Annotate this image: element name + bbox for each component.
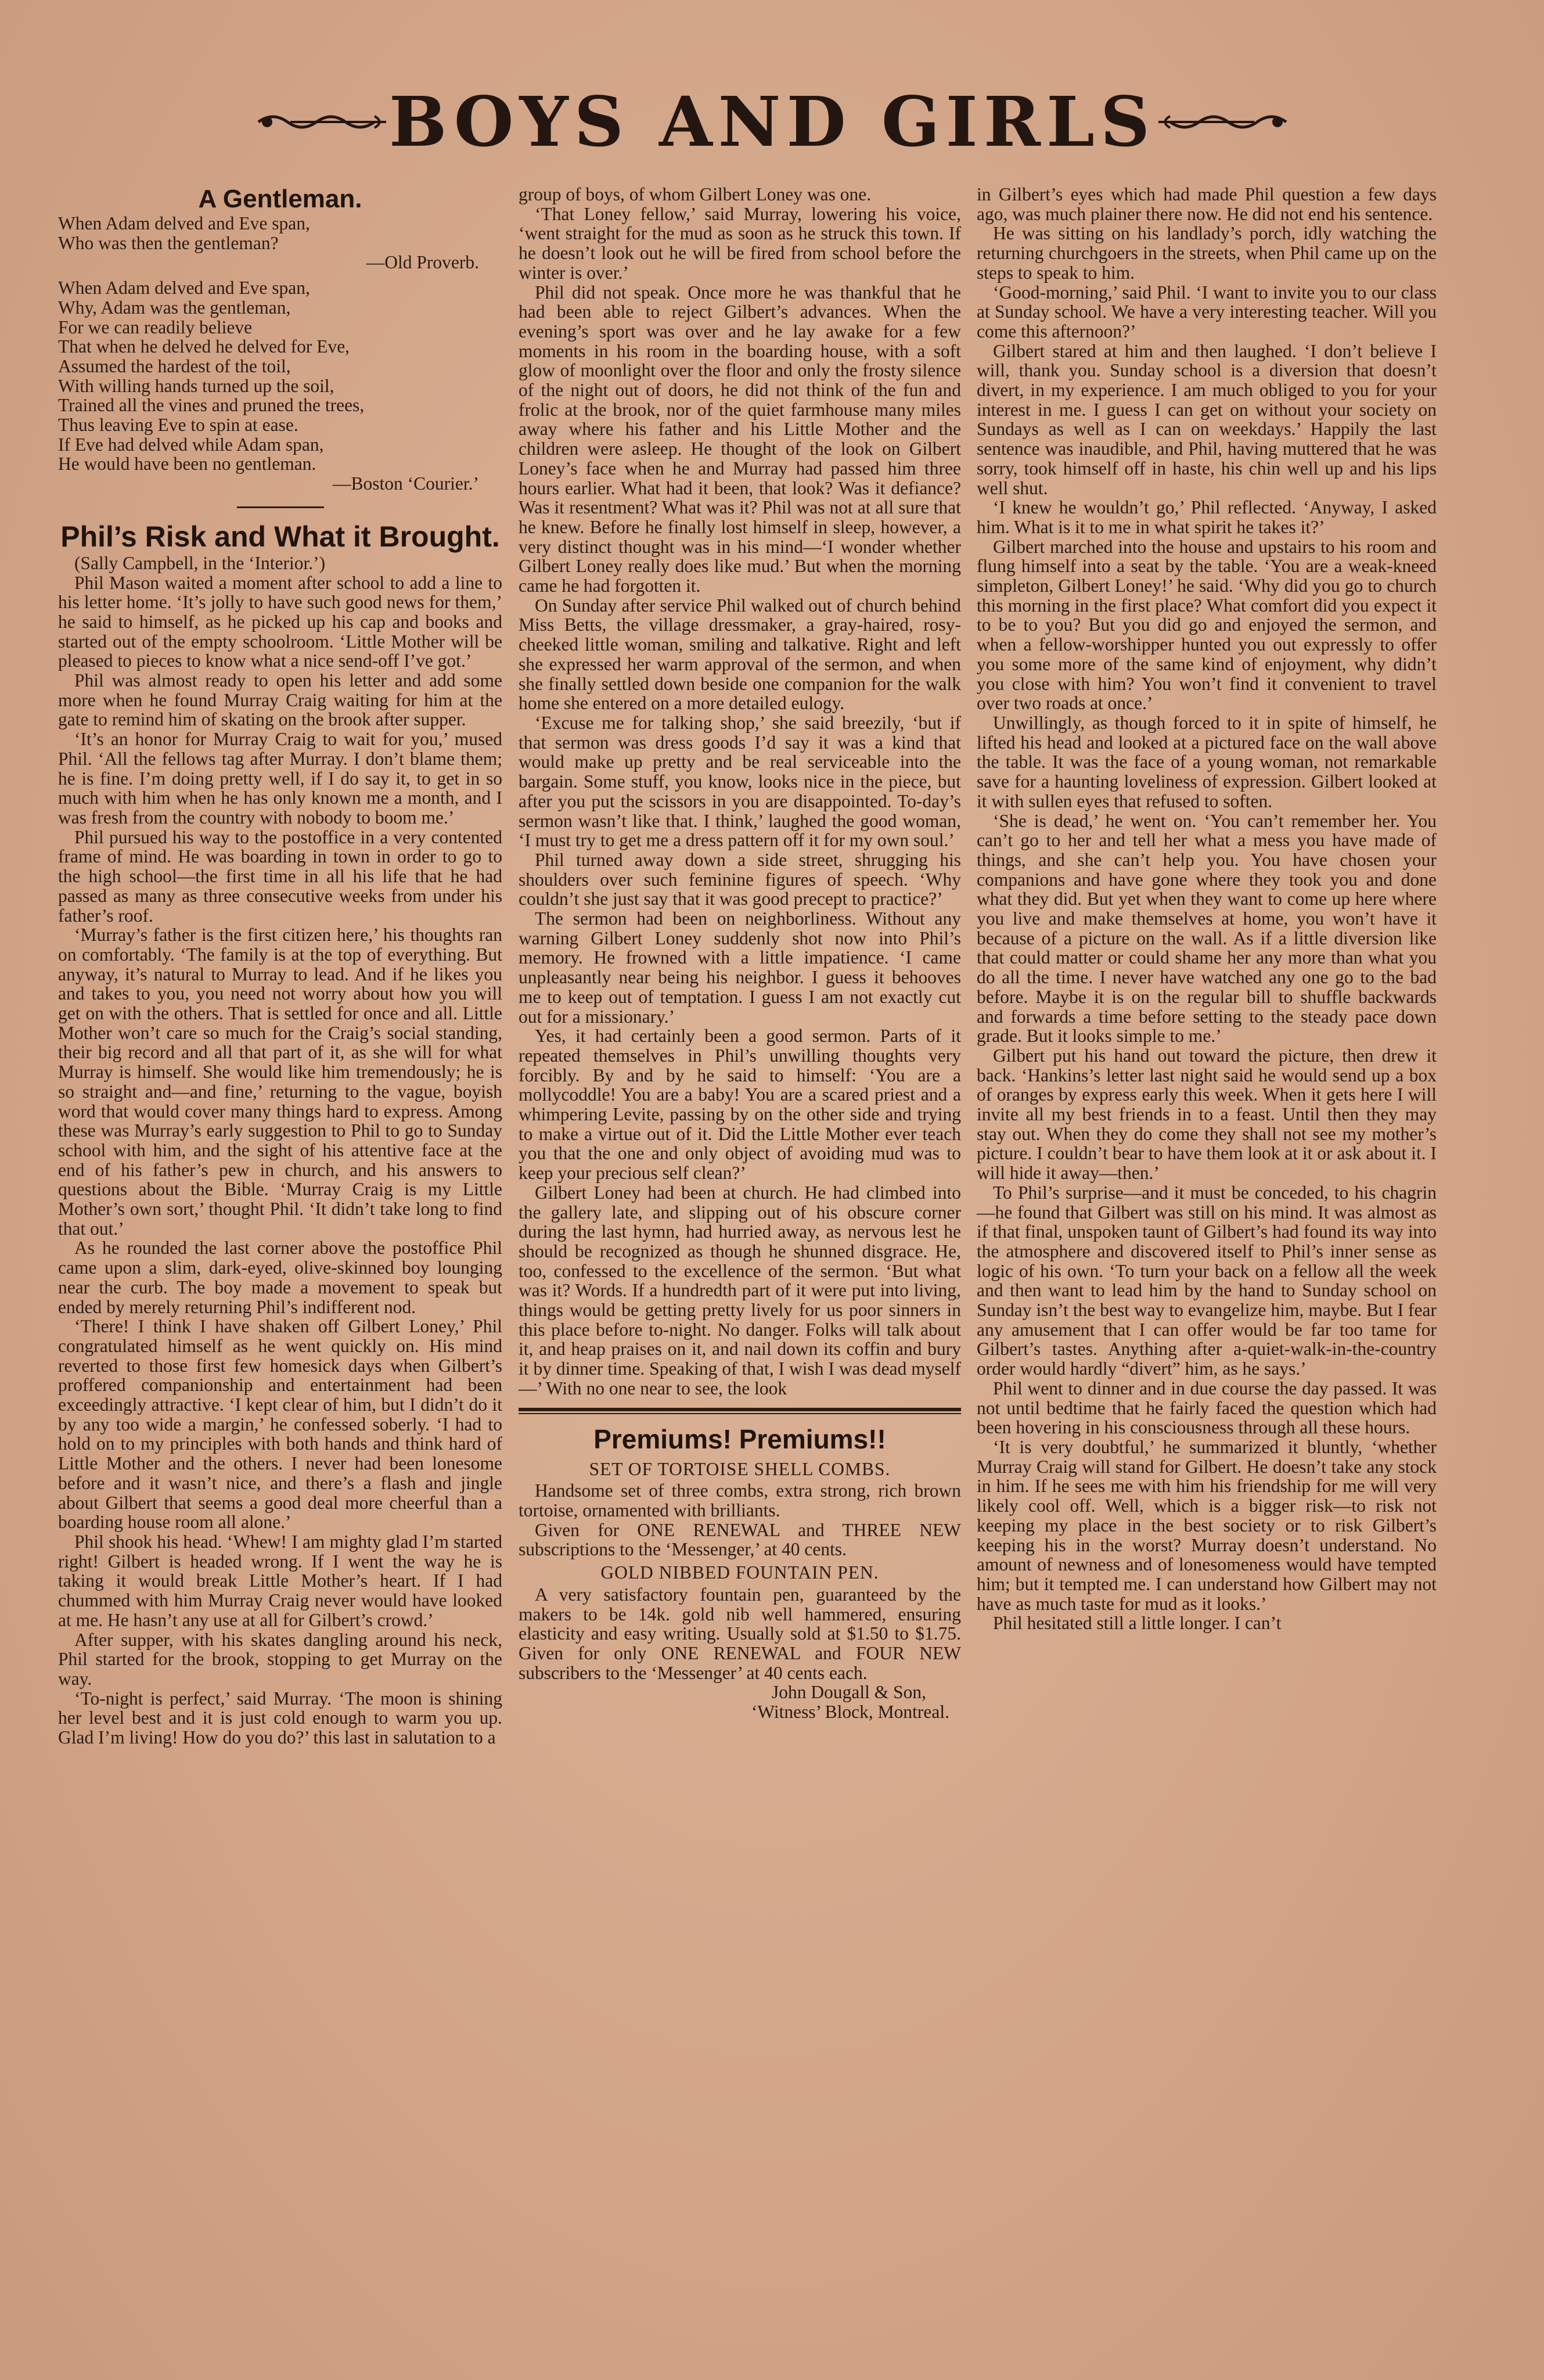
paragraph: Unwillingly, as though forced to it in spite of himself, he lifted his head and looked at a pictured face on the wall above the table. It was the face of a young woman, not remarkable save for a haunting loveliness of expression. Gilbert looked at it with sullen eyes that refused to soften.: [977, 712, 1437, 811]
premium-description: A very satisfactory fountain pen, guaranteed by the makers to be 14k. gold nib well hammered, ensuring elasticity and easy writing. Usually sold at $1.50 to $1.75. Given for only ONE RENEWAL and FOUR NEW subscribers to the ‘Messenger’ at 40 cents each.: [519, 1584, 961, 1683]
poem-title: A Gentleman.: [198, 185, 362, 213]
poem-line: Assumed the hardest of the toil,: [58, 355, 291, 376]
column-1: [58, 185, 502, 1748]
poem-line: Thus leaving Eve to spin at ease.: [58, 415, 298, 436]
paragraph: ‘It is very doubtful,’ he summarized it bluntly, ‘whether Murray Craig will stand for Gilbert. He doesn’t take any stock in him. If he sees me with him his friendship for me will very likely cool off. Well, which is a bigger risk—to risk not keeping my place in the best society or to risk Gilbert’s keeping his in the worst? Murray doesn’t understand. No amount of newness and of lonesomeness would have tempted him; but it tempted me. I can understand how Gilbert may not have as much taste for mud as it looks.’: [977, 1437, 1437, 1614]
premium-item-title: GOLD NIBBED FOUNTAIN PEN.: [600, 1562, 879, 1583]
paragraph: After supper, with his skates dangling around his neck, Phil started for the brook, stopping to get Murray on the way.: [58, 1629, 502, 1689]
paragraph: Yes, it had certainly been a good sermon. Parts of it repeated themselves in Phil’s unwilling thoughts very forcibly. By and by he said to himself: ‘You are a mollycoddle! You are a baby! You are a scared priest and a whimpering Levite, passing by on the other side and trying to make a virtue out of it. Did the Little Mother ever teach you that the one and only object of avoiding mud was to keep your precious self clean?’: [519, 1026, 961, 1184]
paragraph: ‘There! I think I have shaken off Gilbert Loney,’ Phil congratulated himself as he went quickly on. His mind reverted to those first few homesick days when Gilbert’s proffered companionship and entertainment had been exceedingly attractive. ‘I kept clear of him, but I didn’t do it by any too wide a margin,’ he confessed soberly. ‘I had to hold on to my principles with both hands and think hard of Little Mother and the others. I never had been lonesome before and it wasn’t nice, and there’s a flash and jingle about Gilbert that seems a good deal more cheerful than a boarding house room all alone.’: [58, 1316, 502, 1533]
paragraph: ‘To-night is perfect,’ said Murray. ‘The moon is shining her level best and it is just cold enough to warm you up. Glad I’m living! How do you do?’ this last in salutation to a: [58, 1688, 502, 1748]
column-2: [519, 185, 961, 1722]
paragraph: Gilbert stared at him and then laughed. ‘I don’t believe I will, thank you. Sunday school is a diversion that doesn’t divert, in my experience. I am much obliged to you for your interest in me. I guess I can get on without your society on Sundays as well as I can on weekdays.’ Happily the last sentence was inaudible, and Phil, having muttered that he was sorry, took himself off in haste, his chin well up and his lips well shut.: [977, 340, 1437, 498]
poem-line: Why, Adam was the gentleman,: [58, 297, 291, 318]
poem-line: When Adam delved and Eve span,: [58, 278, 310, 299]
poem-line: For we can readily believe: [58, 317, 253, 337]
premium-item-title: SET OF TORTOISE SHELL COMBS.: [589, 1458, 891, 1479]
paragraph: Phil did not speak. Once more he was thankful that he had been able to reject Gilbert’s advances. When the evening’s sport was over and he lay awake for a few moments in his room in the boarding house, with a soft glow of moonlight over the floor and only the frosty silence of the night out of doors, he did not think of the fun and frolic at the brook, nor of the quiet farmhouse many miles away where his father and his Little Mother and the children were asleep. He thought of the look on Gilbert Loney’s face when he and Murray had passed him three hours earlier. What had it been, that look? Was it defiance? Was it resentment? What was it? Phil was not at all sure that he knew. Before he finally lost himself in sleep, however, a very distinct thought was in his mind—‘I wonder whether Gilbert Loney really does like mud.’ But when the morning came he had forgotten it.: [519, 282, 961, 596]
column-3: [977, 185, 1437, 1633]
paragraph: ‘That Loney fellow,’ said Murray, lowering his voice, ‘went straight for the mud as soon as he struck this town. If he doesn’t look out he will be fired from school before the winter is over.’: [519, 203, 961, 283]
premiums-advert: [519, 1422, 961, 1722]
premium-description: Handsome set of three combs, extra strong, rich brown tortoise, ornamented with brilliants.: [519, 1480, 961, 1520]
proverb: [58, 214, 502, 272]
poem-body: [58, 278, 502, 494]
proverb-attribution: —Old Proverb.: [366, 252, 479, 273]
poem-line: He would have been no gentleman.: [58, 454, 316, 474]
poem-line: When Adam delved and Eve span,: [58, 213, 310, 233]
paragraph: Phil went to dinner and in due course the day passed. It was not until bedtime that he fairly faced the question which had been hovering in his consciousness through all these hours.: [977, 1378, 1437, 1438]
paragraph: ‘Good-morning,’ said Phil. ‘I want to invite you to our class at Sunday school. We have a very interesting teacher. Will you come this afternoon?’: [977, 282, 1437, 341]
paragraph: ‘It’s an honor for Murray Craig to wait for you,’ mused Phil. ‘All the fellows tag after Murray. I don’t blame them; he is fine. I’m doing pretty well, if I do say it, to get in so much with him when he has only known me a month, and I was fresh from the country with nobody to boom me.’: [58, 729, 502, 828]
premium-offer: Given for ONE RENEWAL and THREE NEW subscriptions to the ‘Messenger,’ at 40 cents.: [519, 1519, 961, 1560]
poem-line: Trained all the vines and pruned the trees,: [58, 395, 365, 416]
paragraph: ‘Murray’s father is the first citizen here,’ his thoughts ran on comfortably. ‘The family is at the top of everything. But anyway, it’s natural to Murray to lead. And if he likes you and takes to you, you need not worry about how you will get on with the others. That is settled for once and all. Little Mother won’t care so much for the Craig’s social standing, their big record and all that part of it, as she will for what Murray is himself. She would like him tremendously; he is so straight and—and fine,’ returning to the vague, boyish word that would cover many things hard to express. Among these was Murray’s early suggestion to Phil to go to Sunday school with him, and the sight of his attentive face at the end of his father’s pew in church, and his answers to questions about the Bible. ‘Murray Craig is my Little Mother’s own sort,’ thought Phil. ‘It didn’t take long to find that out.’: [58, 925, 502, 1239]
premium-box-rule: [519, 1413, 961, 1414]
publisher-address: ‘Witness’ Block, Montreal.: [751, 1702, 949, 1723]
right-flourish-ornament: [1156, 110, 1289, 134]
paragraph: Phil pursued his way to the postoffice in a very contented frame of mind. He was boarding in town in order to go to the high school—the first time in all his life that he had passed as many as three consecutive weeks from under his father’s roof.: [58, 826, 502, 926]
paragraph: ‘I knew he wouldn’t go,’ Phil reflected. ‘Anyway, I asked him. What is it to me in what spirit he takes it?’: [977, 497, 1437, 537]
paragraph: ‘She is dead,’ he went on. ‘You can’t remember her. You can’t go to her and tell her what a mess you have made of things, and she can’t help you. You have chosen your companions and have gone where they took you and done what they did. But yet when they want to come up here where you live and make themselves at home, you won’t have it because of a picture on the wall. As if a little diversion like that could matter or could shame her any more than what you do all the time. I never have watched any one go to the bad before. Maybe it is on the regular bill to shuffle backwards and forwards a time before setting to the steady pace down grade. But it looks simple to me.’: [977, 810, 1437, 1047]
story-byline: (Sally Campbell, in the ‘Interior.’): [74, 552, 326, 573]
poem-line: That when he delved he delved for Eve,: [58, 336, 350, 357]
left-flourish-ornament: [255, 110, 389, 134]
publisher-name: John Dougall & Son,: [771, 1682, 926, 1703]
paragraph: Gilbert put his hand out toward the picture, then drew it back. ‘Hankins’s letter last night said he would send up a box of oranges by express early this week. When it gets here I will invite all my best friends in to a feast. Until then they may stay out. When they do come they shall not see my mother’s picture. I couldn’t bear to have them look at it or ask about it. I will hide it away—then.’: [977, 1045, 1437, 1184]
paragraph: He was sitting on his landlady’s porch, idly watching the returning churchgoers in the streets, when Phil came up on the steps to speak to him.: [977, 223, 1437, 283]
divider-rule: [237, 506, 324, 508]
paragraph: Phil was almost ready to open his letter and add some more when he found Murray Craig waiting for him at the gate to remind him of skating on the brook after supper.: [58, 670, 502, 730]
poem-line: If Eve had delved while Adam span,: [58, 434, 324, 455]
premium-box-rule: [519, 1408, 961, 1411]
paragraph: Phil turned away down a side street, shrugging his shoulders over such feminine figures of speech. ‘Why couldn’t she just say that it was good precept to practice?’: [519, 849, 961, 909]
paragraph: To Phil’s surprise—and it must be conceded, to his chagrin—he found that Gilbert was still on his mind. It was almost as if that final, unspoken taunt of Gilbert’s had found its way into the atmosphere and discovered itself to Phil’s inner sense as logic of his own. ‘To turn your back on a fellow all the week and then want to lead him by the hand to Sunday school on Sunday isn’t the best way to evangelize him, maybe. But I fear any amusement that I can offer would be far too tame for Gilbert’s tastes. Anything after a-quiet-walk-in-the-country order would hardly “divert” him, as he says.’: [977, 1182, 1437, 1379]
section-masthead: [192, 81, 1353, 162]
paragraph: Gilbert marched into the house and upstairs to his room and flung himself into a seat by the table. ‘You are a weak-kneed simpleton, Gilbert Loney!’ he said. ‘Why did you go to church this morning in the first place? What comfort did you expect it to be to you? But you did go and enjoyed the sermon, and when a fellow-worshipper hunted you out expressly to offer you some more of the same kind of enjoyment, why didn’t you close with him? You won’t find it convenient to travel over two roads at once.’: [977, 536, 1437, 714]
paragraph: in Gilbert’s eyes which had made Phil question a few days ago, was much plainer there now. He did not end his sentence.: [977, 184, 1437, 224]
paragraph: ‘Excuse me for talking shop,’ she said breezily, ‘but if that sermon was dress goods I’d say it was a kind that would make up pretty and be real serviceable into the bargain. Some stuff, you know, looks nice in the piece, but after you put the scissors in you are disappointed. To-day’s sermon wasn’t like that. I think,’ laughed the good woman, ‘I must try to get me a dress pattern off it for my own soul.’: [519, 712, 961, 851]
poem-line: Who was then the gentleman?: [58, 232, 279, 253]
story-title: Phil’s Risk and What it Brought.: [60, 520, 500, 553]
paragraph: On Sunday after service Phil walked out of church behind Miss Betts, the village dressmaker, a gray-haired, rosy-cheeked little woman, smiling and talkative. Right and left she expressed her warm approval of the sermon, and when she finally settled down beside one companion for the walk home she entered on a more detailed eulogy.: [519, 595, 961, 714]
section-title: BOYS AND GIRLS: [388, 81, 1156, 162]
paragraph: group of boys, of whom Gilbert Loney was one.: [519, 184, 872, 204]
paragraph: Phil shook his head. ‘Whew! I am mighty glad I’m started right! Gilbert is headed wrong. If I went the way he is taking it would break Little Mother’s heart. If I had chummed with him Murray Craig never would have looked at me. He hasn’t any use at all for Gilbert’s crowd.’: [58, 1531, 502, 1630]
poem-attribution: —Boston ‘Courier.’: [333, 473, 479, 494]
paragraph: As he rounded the last corner above the postoffice Phil came upon a slim, dark-eyed, olive-skinned boy lounging near the curb. The boy made a movement to speak but ended by merely returning Phil’s indifferent nod.: [58, 1238, 502, 1317]
paragraph: Phil Mason waited a moment after school to add a line to his letter home. ‘It’s jolly to have such good news for them,’ he said to himself, as he picked up his cap and books and started out of the empty schoolroom. ‘Little Mother will be pleased to pieces to know what a nice send-off I’ve got.’: [58, 572, 502, 671]
paragraph: Gilbert Loney had been at church. He had climbed into the gallery late, and slipping out of his obscure corner during the last hymn, had hurried away, as nervous lest he should be recognized as though he shunned disgrace. He, too, confessed to the excellence of the sermon. ‘But what was it? Words. If a hundredth part of it were put into living, things would be getting pretty lively for us poor sinners in this place before to-night. No danger. Folks will talk about it, and heap praises on it, and nail down its coffin and bury it by dinner time. Speaking of that, I wish I was dead myself—’ With no one near to see, the look: [519, 1182, 961, 1398]
poem-line: With willing hands turned up the soil,: [58, 375, 334, 396]
paragraph: The sermon had been on neighborliness. Without any warning Gilbert Loney suddenly shot now into Phil’s memory. He frowned with a little impatience. ‘I came unpleasantly near being his neighbor. I guess it behooves me to keep out of temptation. I guess I am not exactly cut out for a missionary.’: [519, 908, 961, 1027]
premiums-title: Premiums! Premiums!!: [593, 1423, 886, 1454]
paragraph: Phil hesitated still a little longer. I can’t: [993, 1613, 1282, 1634]
